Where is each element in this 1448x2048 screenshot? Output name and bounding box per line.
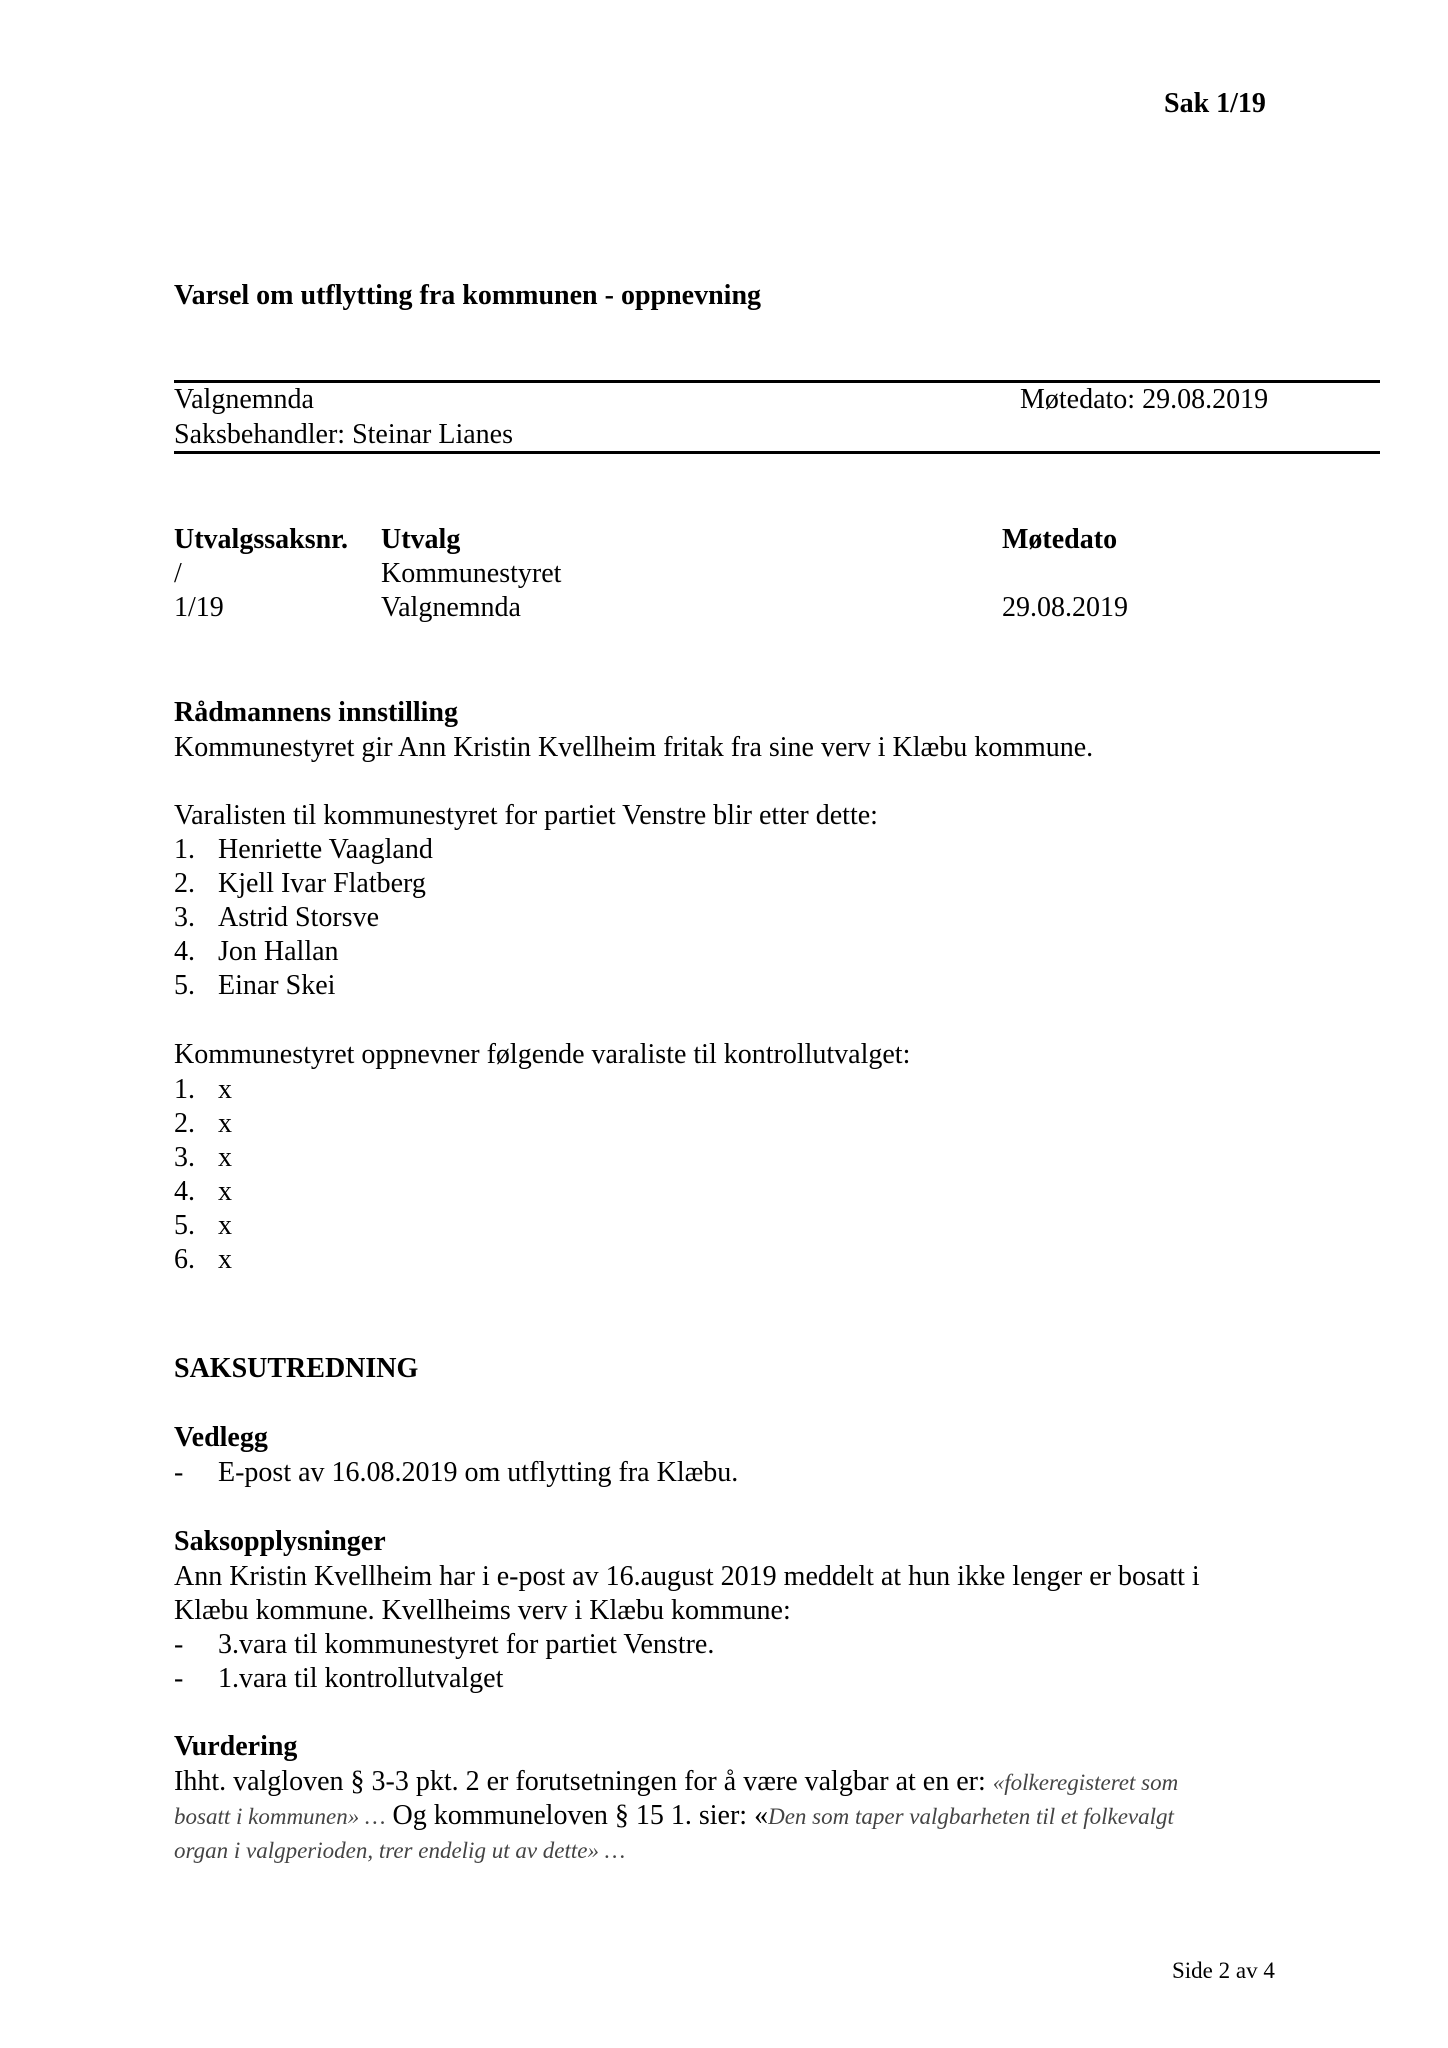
list-item — [174, 1108, 232, 1140]
list-text: x — [218, 1244, 232, 1275]
report-heading: SAKSUTREDNING — [174, 1353, 419, 1384]
bullet: - — [174, 1629, 184, 1660]
facts-item — [174, 1663, 503, 1695]
meeting-date: Møtedato: 29.08.2019 — [1020, 384, 1269, 415]
list-number: 3. — [174, 902, 195, 933]
list-number: 1. — [174, 1074, 195, 1105]
list-number: 3. — [174, 1142, 195, 1173]
assessment-heading: Vurdering — [174, 1731, 298, 1762]
bullet: - — [174, 1457, 184, 1488]
attachment-text: E-post av 16.08.2019 om utflytting fra Klæbu. — [218, 1457, 739, 1488]
table-cell: / — [174, 558, 182, 589]
facts-item-text: 1.vara til kontrollutvalget — [218, 1663, 504, 1694]
table-cell: 1/19 — [174, 592, 224, 623]
table-cell: 29.08.2019 — [1002, 592, 1128, 623]
list-number: 5. — [174, 1210, 195, 1241]
page-title: Varsel om utflytting fra kommunen - oppnevning — [174, 280, 762, 311]
list-item — [174, 1244, 232, 1276]
case-number: Sak 1/19 — [1164, 88, 1266, 119]
assessment-line — [174, 1834, 625, 1866]
assessment-quote: «folkeregisteret som — [992, 1770, 1179, 1795]
case-handler: Saksbehandler: Steinar Lianes — [174, 419, 514, 450]
list-text: Astrid Storsve — [218, 902, 379, 933]
list-number: 1. — [174, 834, 195, 865]
assessment-quote: organ i valgperioden, trer endelig ut av dette» … — [174, 1838, 626, 1863]
attachments-heading: Vedlegg — [174, 1422, 268, 1453]
list-item — [174, 1210, 232, 1242]
table-cell: Valgnemnda — [381, 592, 521, 623]
list-number: 6. — [174, 1244, 195, 1275]
list-text: x — [218, 1210, 232, 1241]
assessment-line — [174, 1800, 1174, 1832]
divider-top — [174, 380, 1380, 383]
facts-item — [174, 1629, 714, 1661]
list-text: x — [218, 1176, 232, 1207]
list-text: x — [218, 1142, 232, 1173]
list-text: x — [218, 1074, 232, 1105]
facts-item-text: 3.vara til kommunestyret for partiet Venstre. — [218, 1629, 715, 1660]
list-number: 2. — [174, 1108, 195, 1139]
list-item — [174, 970, 335, 1002]
list-item — [174, 936, 339, 968]
list-text: Henriette Vaagland — [218, 834, 433, 865]
table-cell: Kommunestyret — [381, 558, 562, 589]
recommendation-text: Kommunestyret gir Ann Kristin Kvellheim fritak fra sine verv i Klæbu kommune. — [174, 732, 1094, 763]
list-item — [174, 1074, 232, 1106]
list-number: 4. — [174, 936, 195, 967]
list2-intro: Kommunestyret oppnevner følgende varaliste til kontrollutvalget: — [174, 1039, 911, 1070]
list-item — [174, 1176, 232, 1208]
list-number: 5. — [174, 970, 195, 1001]
assessment-text: Ihht. valgloven § 3-3 pkt. 2 er forutsetningen for å være valgbar at en er: — [174, 1766, 993, 1797]
attachment-item — [174, 1457, 738, 1489]
committee-name: Valgnemnda — [174, 384, 314, 415]
list-text: Kjell Ivar Flatberg — [218, 868, 426, 899]
divider-bottom — [174, 451, 1380, 454]
table-header-committee: Utvalg — [381, 524, 461, 555]
assessment-text: Og kommuneloven § 15 1. sier: « — [385, 1800, 769, 1831]
table-header-date: Møtedato — [1002, 524, 1118, 555]
list-text: Jon Hallan — [218, 936, 339, 967]
table-header-caseno: Utvalgssaksnr. — [174, 524, 349, 555]
facts-line: Ann Kristin Kvellheim har i e-post av 16.august 2019 meddelt at hun ikke lenger er bosatt i — [174, 1561, 1200, 1592]
list-number: 2. — [174, 868, 195, 899]
list1-intro: Varalisten til kommunestyret for partiet Venstre blir etter dette: — [174, 800, 878, 831]
list-number: 4. — [174, 1176, 195, 1207]
facts-line: Klæbu kommune. Kvellheims verv i Klæbu kommune: — [174, 1595, 791, 1626]
list-text: Einar Skei — [218, 970, 336, 1001]
list-text: x — [218, 1108, 232, 1139]
list-item — [174, 868, 426, 900]
list-item — [174, 1142, 232, 1174]
assessment-line — [174, 1766, 1178, 1798]
recommendation-heading: Rådmannens innstilling — [174, 697, 458, 728]
assessment-quote: bosatt i kommunen» … — [174, 1804, 386, 1829]
page-number: Side 2 av 4 — [1172, 1958, 1275, 1983]
list-item — [174, 834, 433, 866]
bullet: - — [174, 1663, 184, 1694]
list-item — [174, 902, 379, 934]
facts-heading: Saksopplysninger — [174, 1526, 386, 1557]
assessment-quote: Den som taper valgbarheten til et folkevalgt — [768, 1804, 1174, 1829]
